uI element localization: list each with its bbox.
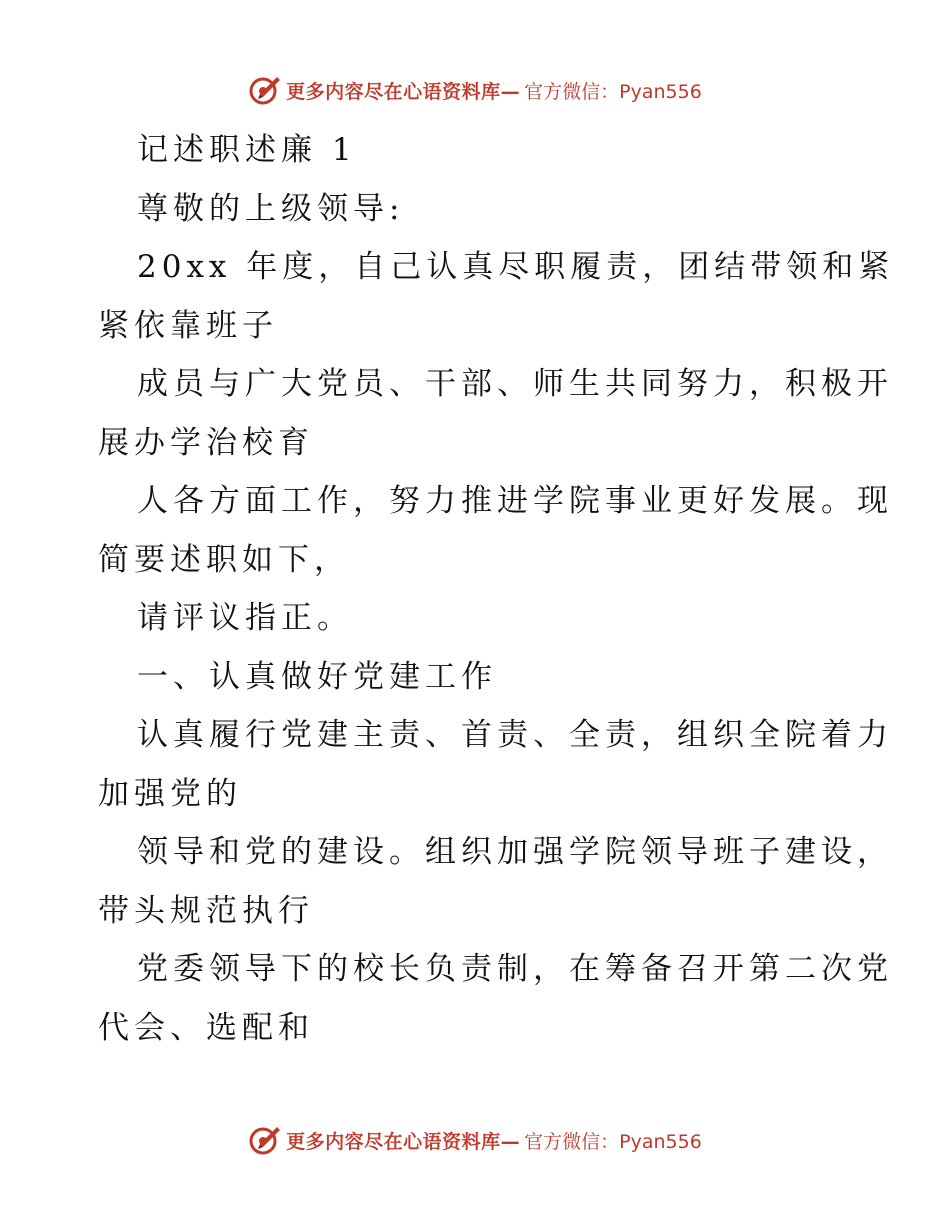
pen-logo-icon <box>248 1123 282 1157</box>
banner-contact: 官方微信：Pyan556 <box>524 80 702 103</box>
banner-text: 更多内容尽在心语资料库— <box>286 1130 521 1153</box>
text-line: 领导和党的建设。组织加强学院领导班子建设， <box>137 834 893 870</box>
text-line: 20xx 年度，自己认真尽职履责，团结带领和紧 <box>137 249 895 285</box>
text-line: 紧依靠班子 <box>98 307 278 344</box>
text-line: 人各方面工作，努力推进学院事业更好发展。现 <box>137 483 893 519</box>
text-line: 尊敬的上级领导: <box>137 190 405 227</box>
text-line: 记述职述廉 1 <box>137 132 357 168</box>
banner-contact: 官方微信：Pyan556 <box>524 1130 702 1153</box>
text-line: 一、认真做好党建工作 <box>137 658 497 695</box>
text-line: 带头规范执行 <box>98 892 314 929</box>
footer-watermark-banner <box>0 1122 950 1158</box>
header-watermark-banner <box>0 72 950 108</box>
text-line: 简要述职如下， <box>98 541 350 578</box>
text-line: 党委领导下的校长负责制，在筹备召开第二次党 <box>137 951 893 987</box>
text-line: 展办学治校育 <box>98 424 314 461</box>
text-line: 加强党的 <box>98 775 242 812</box>
banner-text: 更多内容尽在心语资料库— <box>286 80 521 103</box>
text-line: 认真履行党建主责、首责、全责，组织全院着力 <box>137 717 893 753</box>
text-line: 请评议指正。 <box>137 600 353 636</box>
pen-logo-icon <box>248 73 282 107</box>
text-line: 成员与广大党员、干部、师生共同努力，积极开 <box>137 366 893 402</box>
text-line: 代会、选配和 <box>98 1009 314 1046</box>
document-body <box>98 121 895 1057</box>
